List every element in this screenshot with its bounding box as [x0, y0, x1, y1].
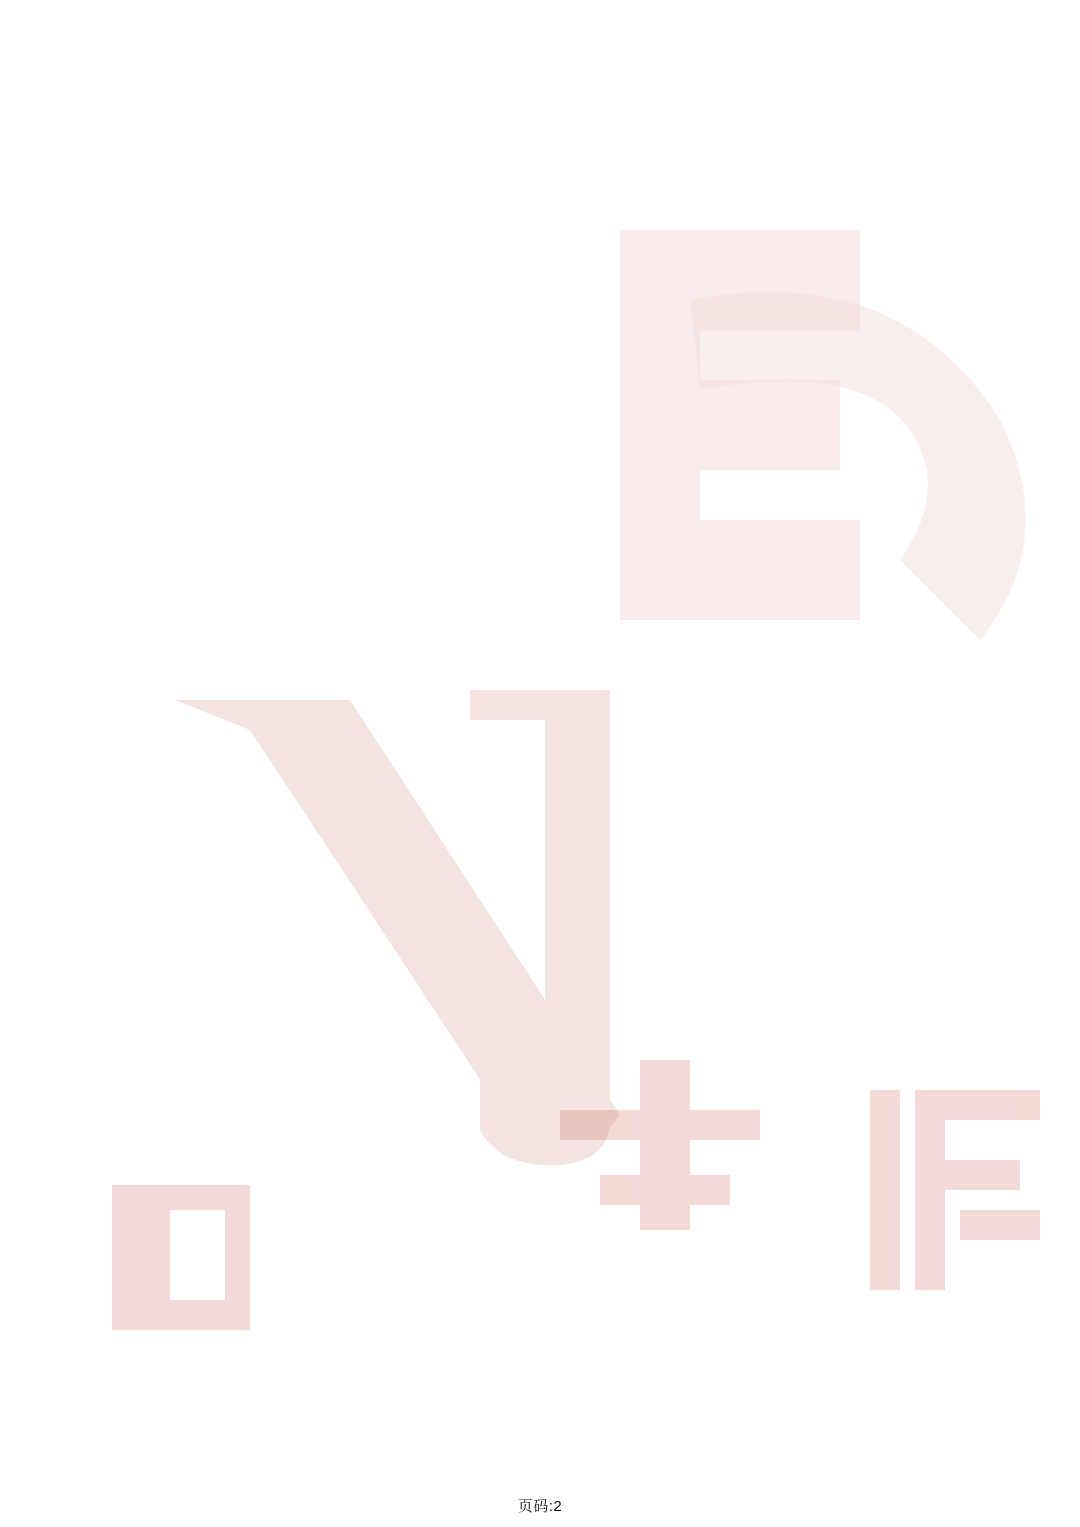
page-number: 页码:2 [517, 1498, 563, 1515]
